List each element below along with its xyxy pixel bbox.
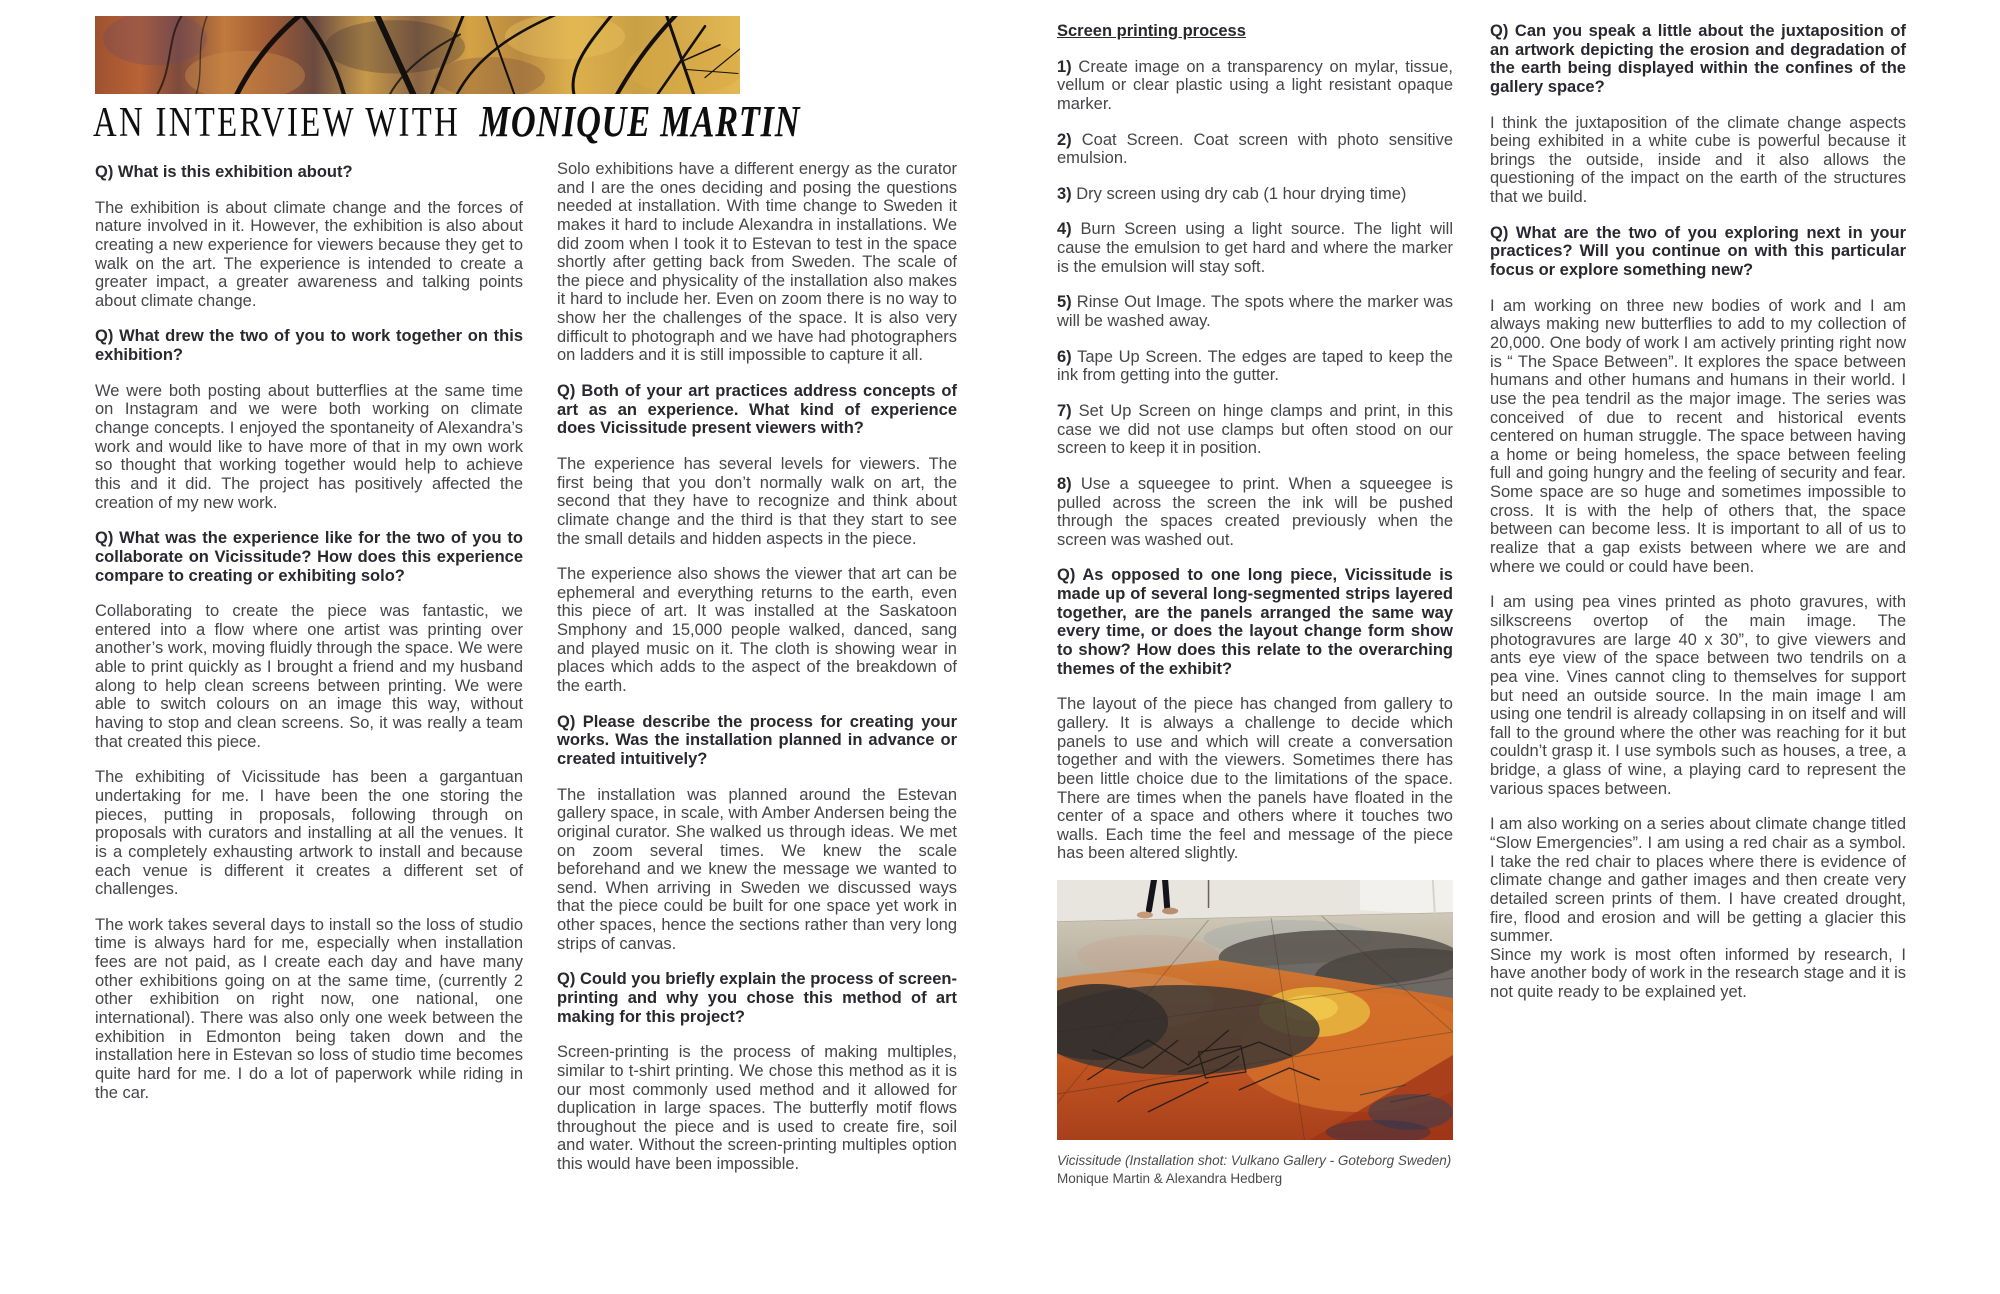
page-title (93, 96, 1000, 147)
question-heading: Q) Both of your art practices address concepts of art as an experience. What kind of experience does Vicissitude present viewers with? (557, 382, 957, 438)
question-heading: Q) Can you speak a little about the juxtaposition of an artwork depicting the erosion and degradation of the earth being displayed within the confines of the gallery space? (1490, 22, 1906, 96)
answer-paragraph: The experience has several levels for viewers. The first being that you don’t normally walk on art, the second that they have to recognize and think about climate change and the third is that they start to see the small details and hidden aspects in the piece. (557, 454, 957, 548)
photo-caption-line1: Vicissitude (Installation shot: Vulkano Gallery - Goteborg Sweden) (1057, 1153, 1452, 1169)
step-number: 3) (1057, 184, 1072, 203)
process-step: 8) Use a squeegee to print. When a squeegee is pulled across the screen the ink will be pushed through the spaces created previously when the screen was washed out. (1057, 474, 1453, 549)
answer-paragraph: The exhibition is about climate change and the forces of nature involved in it. However, the exhibition is also about creating a new experience for viewers because they get to walk on the art. The experience is intended to create a greater impact, a greater awareness and talking points about climate change. (95, 198, 523, 310)
answer-paragraph: I am using pea vines printed as photo gravures, with silkscreens overtop of the main image. The photogravures are large 40 x 30”, to give viewers and ants eye view of the space between two tendrils on a pea vine. Vines cannot cling to themselves for support but need an outside source. In the main image I am using one tendril is already collapsing in on itself and will fall to the ground where the other was reaching for it but couldn’t grasp it. I use symbols such as houses, a tree, a bridge, a glass of wine, a playing card to represent the various spaces between. (1490, 593, 1906, 798)
answer-paragraph: Solo exhibitions have a different energy as the curator and I are the ones deciding and posing the questions needed at installation. With time change to Sweden it makes it hard to include Alexandra in installations. We did zoom when I took it to Estevan to test in the space shortly after getting back from Sweden. The scale of the piece and physicality of the installation also makes it hard to include her. Even on zoom there is no way to show her the challenges of the space. It is also very difficult to photograph and we have had photographers on ladders and it is still impossible to capture it all. (557, 160, 957, 365)
answer-paragraph: I am working on three new bodies of work and I am always making new butterflies to add to my collection of 20,000. One body of work I am actively printing right now is “ The Space Between”. It explores the space between humans and other humans and humans in their world. I use the pea tendril as the major image. The series was conceived of due to recent and historical events centered on human struggle. The space between having a home or being homeless, the space between feeling full and going hungry and the feeling of security and fear. Some space are so huge and sometimes impossible to cross. It is with the help of others that, the space between can become less. It is important to all of us to realize that a gap exists between where we are and where we could or could have been. (1490, 296, 1906, 576)
question-heading: Q) As opposed to one long piece, Vicissitude is made up of several long-segmented strips layered together, are the panels arranged the same way every time, or does the layout change form show to show? How does this relate to the overarching themes of the exhibit? (1057, 566, 1453, 678)
process-step: 7) Set Up Screen on hinge clamps and print, in this case we did not use clamps but often stood on our screen to keep it in position. (1057, 401, 1453, 458)
answer-paragraph: Screen-printing is the process of making multiples, similar to t-shirt printing. We chose this method as it is our most commonly used method and it allowed for duplication in large spaces. The butterfly motif flows throughout the piece and is used to create fire, soil and water. Without the screen-printing multiples option this would have been impossible. (557, 1043, 957, 1174)
answer-paragraph: I am also working on a series about climate change titled “Slow Emergencies”. I am using a red chair as a symbol. I take the red chair to places where there is evidence of climate change and gather images and then create very detailed screen prints of them. I have created drought, fire, flood and erosion and will be getting a glacier this summer. Since my work is most often informed by research, I have another body of work in the research stage and it is not quite ready to be explained yet. (1490, 815, 1906, 1002)
title-artist-name: MONIQUE MARTIN (479, 97, 801, 146)
header-artwork-image (95, 16, 740, 94)
step-number: 8) (1057, 474, 1072, 493)
answer-paragraph: Collaborating to create the piece was fantastic, we entered into a flow where one artist was printing over another’s work, moving fluidly through the space. We were able to print quickly as I brought a friend and my husband along to help clean screens between printing. We were able to switch colours on an image this way, without having to stop and clean screens. So, it was really a team that created this piece. (95, 602, 523, 751)
step-number: 6) (1057, 347, 1072, 366)
page-title-inner (93, 96, 800, 147)
answer-paragraph: The experience also shows the viewer that art can be ephemeral and everything returns to the earth, even this piece of art. It was installed at the Saskatoon Smphony and 15,000 people walked, danced, sang and played music on it. The cloth is showing wear in places which adds to the aspect of the breakdown of the earth. (557, 565, 957, 696)
answer-paragraph: I think the juxtaposition of the climate change aspects being exhibited in a white cube is powerful because it brings the outside, inside and it also allows the questioning of the impact on the earth of the structures that we build. (1490, 113, 1906, 207)
step-number: 7) (1057, 401, 1072, 420)
step-number: 4) (1057, 220, 1072, 239)
question-heading: Q) What is this exhibition about? (95, 163, 353, 181)
step-number: 2) (1057, 130, 1072, 149)
title-prefix: AN INTERVIEW WITH (93, 100, 461, 146)
process-step: 4) Burn Screen using a light source. The light will cause the emulsion to get hard and where the marker is the emulsion will stay soft. (1057, 220, 1453, 276)
photo-caption-line2: Monique Martin & Alexandra Hedberg (1057, 1170, 1283, 1186)
step-number: 1) (1057, 57, 1072, 76)
article-column-1 (95, 163, 523, 1119)
answer-paragraph: The installation was planned around the Estevan gallery space, in scale, with Amber Andersen being the original curator. She walked us through ideas. We met on zoom several times. We knew the scale beforehand and we knew the message we wanted to send. When arriving in Sweden we discussed ways that the piece could be built for one space yet work in other spaces, hence the sections rather than very long strips of canvas. (557, 785, 957, 953)
installation-photo-graphic (1057, 880, 1453, 1140)
question-heading: Q) What are the two of you exploring next in your practices? Will you continue on with this particular focus or explore something new? (1490, 223, 1906, 280)
answer-paragraph: The exhibiting of Vicissitude has been a gargantuan undertaking for me. I have been the one storing the pieces, putting in proposals, following through on proposals with curators and installing at all the venues. It is a completely exhausting artwork to install and because each venue is different it creates a different set of challenges. (95, 768, 523, 899)
process-step: 1) Create image on a transparency on mylar, tissue, vellum or clear plastic using a light resistant opaque marker. (1057, 57, 1453, 113)
answer-paragraph: We were both posting about butterflies at the same time on Instagram and we were both working on climate change concepts. I enjoyed the spontaneity of Alexandra’s work and would like to have more of that in my own work so thought that working together would help to achieve this and it did. The project has positively affected the creation of my new work. (95, 381, 523, 512)
answer-paragraph: The work takes several days to install so the loss of studio time is always hard for me, especially when installation fees are not paid, as I create each day and have many other exhibitions going on at the same time, (currently 2 other exhibition on right now, one national, one international). There was also only one week between the exhibition in Edmonton being taken down and the installation here in Estevan so loss of studio time becomes quite hard for me. I do a lot of paperwork while riding in the car. (95, 915, 523, 1102)
article-column-3 (1057, 22, 1453, 1187)
section-heading: Screen printing process (1057, 22, 1246, 40)
question-heading: Q) What drew the two of you to work together on this exhibition? (95, 327, 523, 365)
process-step: 3) Dry screen using dry cab (1 hour drying time) (1057, 184, 1407, 203)
article-column-2 (557, 160, 957, 1191)
question-heading: Q) What was the experience like for the two of you to collaborate on Vicissitude? How does this experience compare to creating or exhibiting solo? (95, 529, 523, 585)
article-column-4 (1490, 22, 1906, 1019)
question-heading: Q) Could you briefly explain the process of screen-printing and why you chose this method of art making for this project? (557, 970, 957, 1026)
installation-photo (1057, 880, 1453, 1140)
step-number: 5) (1057, 293, 1072, 312)
process-step: 2) Coat Screen. Coat screen with photo sensitive emulsion. (1057, 130, 1453, 168)
header-artwork-graphic (95, 16, 740, 94)
question-heading: Q) Please describe the process for creating your works. Was the installation planned in advance or created intuitively? (557, 712, 957, 768)
answer-paragraph: The layout of the piece has changed from gallery to gallery. It is always a challenge to decide which panels to use and which will create a conversation together and with the viewers. Sometimes there has been little choice due to the limitations of the space. There are times when the panels have floated in the center of a space and others where it touches two walls. Each time the feel and message of the piece has been altered slightly. (1057, 695, 1453, 863)
process-step: 6) Tape Up Screen. The edges are taped to keep the ink from getting into the gutter. (1057, 347, 1453, 385)
process-step: 5) Rinse Out Image. The spots where the marker was will be washed away. (1057, 293, 1453, 331)
